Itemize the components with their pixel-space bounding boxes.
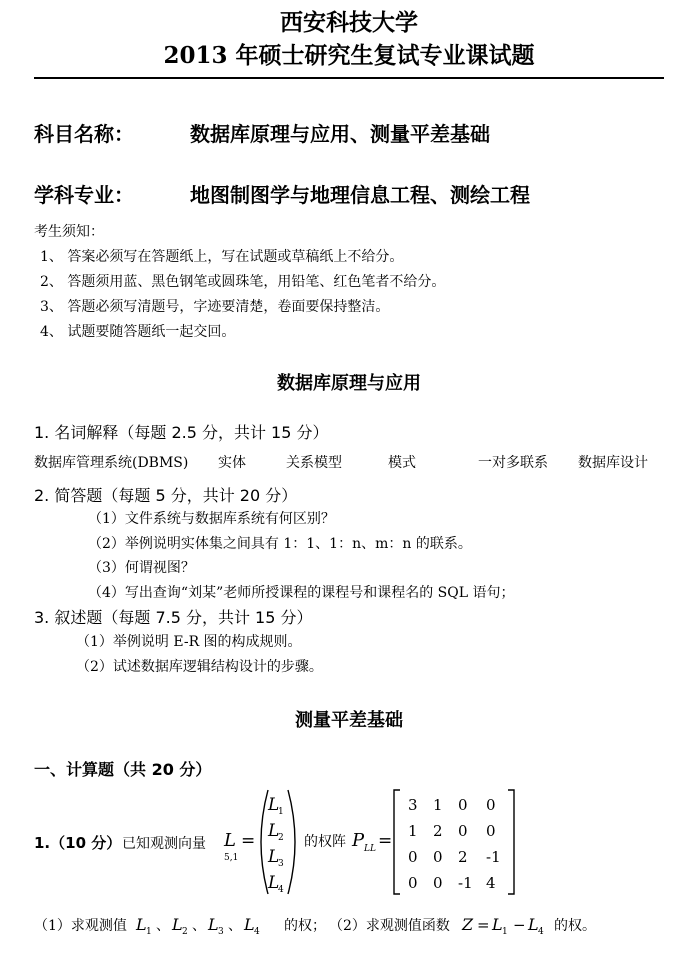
vector-entry-sub: 4 — [278, 885, 284, 895]
func-term-sub: 1 — [502, 927, 508, 937]
right-paren — [288, 790, 295, 894]
func-minus: − — [513, 916, 526, 934]
vector-entry: L — [268, 821, 280, 841]
matrix-right-bracket — [508, 790, 514, 894]
vector-entry-sub: 3 — [278, 859, 284, 869]
db-q3-item: （1）举例说明 E-R 图的构成规则。 — [76, 634, 302, 650]
term: 一对多联系 — [478, 455, 548, 471]
subject-value: 数据库原理与应用、测量平差基础 — [190, 122, 490, 146]
obs-sep: 、 — [192, 918, 206, 934]
term: 实体 — [218, 455, 246, 471]
exam-title: 2013 年硕士研究生复试专业课试题 — [163, 42, 535, 69]
obs-sub: 2 — [182, 927, 188, 937]
db-q2-heading: 2. 简答题（每题 5 分，共计 20 分） — [34, 486, 298, 505]
vector-entry: L — [268, 847, 280, 867]
matrix-cell: 0 — [408, 874, 418, 892]
vector-entry-sub: 1 — [278, 807, 284, 817]
matrix-cell: 1 — [408, 822, 418, 840]
func-eq: = — [477, 916, 490, 934]
part1-prefix: （1）求观测值 — [34, 918, 127, 934]
part1-suffix: 的权； — [284, 918, 326, 934]
header-rule — [34, 77, 664, 79]
term: 模式 — [388, 455, 416, 471]
obs-symbol: L — [172, 915, 183, 934]
obs-sub: 4 — [254, 927, 260, 937]
vector-entry: L — [268, 873, 280, 893]
notice-item: 3、 答题必须写清题号，字迹要清楚，卷面要保持整洁。 — [40, 299, 390, 315]
db-q3-item: （2）试述数据库逻辑结构设计的步骤。 — [76, 659, 323, 675]
vector-entry: L — [268, 795, 280, 815]
matrix-cell: -1 — [486, 848, 501, 866]
term: 数据库设计 — [578, 455, 648, 471]
part2-suffix: 的权。 — [554, 918, 596, 934]
matrix-cell: 0 — [408, 848, 418, 866]
vector-symbol: L — [224, 830, 236, 851]
func-term: L — [492, 915, 503, 934]
observation-formula — [222, 784, 522, 900]
vector-dims: 5,1 — [224, 853, 239, 863]
matrix-cell: 0 — [433, 848, 443, 866]
func-lhs: Z — [462, 915, 474, 934]
matrix-cell: 0 — [458, 822, 468, 840]
part2-prefix: （2）求观测值函数 — [329, 918, 450, 934]
survey-q1-text: 已知观测向量 — [122, 836, 206, 852]
matrix-cell: 1 — [433, 796, 443, 814]
obs-sep: 、 — [156, 918, 170, 934]
notice-item: 1、 答案必须写在答题纸上，写在试题或草稿纸上不给分。 — [40, 249, 404, 265]
matrix-cell: 0 — [433, 874, 443, 892]
db-q1-heading: 1. 名词解释（每题 2.5 分，共计 15 分） — [34, 423, 329, 442]
db-q2-item: （3）何谓视图？ — [88, 560, 195, 576]
obs-symbol: L — [244, 915, 255, 934]
school-name: 西安科技大学 — [280, 9, 418, 36]
notice-item: 2、 答题须用蓝、黑色钢笔或圆珠笔，用铅笔、红色笔者不给分。 — [40, 274, 446, 290]
term: 数据库管理系统(DBMS) — [34, 455, 189, 471]
vector-entry-sub: 2 — [278, 833, 284, 843]
weight-sub: LL — [364, 844, 376, 854]
func-term-sub: 4 — [538, 927, 544, 937]
matrix-cell: 0 — [486, 822, 496, 840]
db-q2-item: （2）举例说明实体集之间具有 1：1、1：n、m：n 的联系。 — [88, 536, 472, 552]
sub-questions-line — [34, 910, 634, 940]
obs-sub: 1 — [146, 927, 152, 937]
obs-sub: 3 — [218, 927, 224, 937]
func-term: L — [528, 915, 539, 934]
matrix-left-bracket — [394, 790, 400, 894]
subject-label: 科目名称： — [34, 122, 134, 146]
vector-equals: = — [241, 831, 256, 851]
weight-equals: = — [378, 831, 393, 851]
survey-section-title: 测量平差基础 — [295, 710, 403, 731]
survey-part-heading: 一、计算题（共 20 分） — [34, 760, 212, 779]
db-q2-item: （1）文件系统与数据库系统有何区别？ — [88, 511, 335, 527]
matrix-cell: 0 — [458, 796, 468, 814]
left-paren — [261, 790, 268, 894]
term: 关系模型 — [286, 455, 342, 471]
db-q2-item: （4）写出查询“刘某”老师所授课程的课程号和课程名的 SQL 语句； — [88, 585, 515, 601]
obs-sep: 、 — [228, 918, 242, 934]
matrix-cell: 3 — [408, 796, 418, 814]
matrix-cell: -1 — [458, 874, 473, 892]
notice-title: 考生须知： — [34, 224, 104, 240]
notice-item: 4、 试题要随答题纸一起交回。 — [40, 324, 236, 340]
matrix-cell: 4 — [486, 874, 496, 892]
weight-text: 的权阵 — [304, 834, 346, 850]
obs-symbol: L — [136, 915, 147, 934]
obs-symbol: L — [208, 915, 219, 934]
matrix-cell: 2 — [458, 848, 468, 866]
major-label: 学科专业： — [34, 183, 134, 207]
db-q3-heading: 3. 叙述题（每题 7.5 分，共计 15 分） — [34, 608, 313, 627]
weight-matrix — [408, 796, 501, 892]
matrix-cell: 2 — [433, 822, 443, 840]
db-section-title: 数据库原理与应用 — [277, 373, 421, 394]
major-value: 地图制图学与地理信息工程、测绘工程 — [190, 183, 530, 207]
weight-symbol: P — [352, 830, 365, 851]
matrix-cell: 0 — [486, 796, 496, 814]
survey-q1-number: 1.（10 分） — [34, 834, 122, 852]
